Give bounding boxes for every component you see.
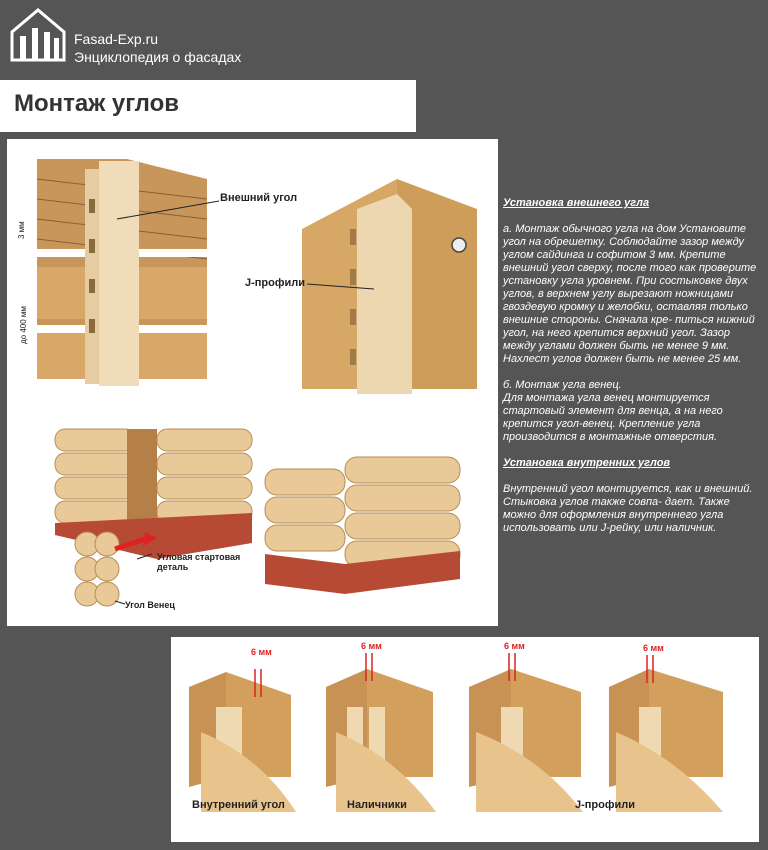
site-tagline: Энциклопедия о фасадах [74,49,242,65]
inner-corner-drawings [171,637,759,842]
outer-corner-drawings [7,139,498,626]
gap-label-1: 6 мм [251,647,272,657]
start-detail-label: Угловая стартовая деталь [157,552,241,572]
gap-3mm-label: 3 мм [17,221,26,239]
caption-j-profiles: J-профили [575,799,636,811]
caption-casings: Наличники [347,799,407,811]
inner-corner-illustration [171,637,759,842]
caption-inner-corner: Внутренний угол [192,799,285,811]
paragraph-a: а. Монтаж обычного угла на дом Установите угол на обрешетку. Соблюдайте зазор между углом сайдинга и софитом 3 мм. Крепите внешний угол сверху, после того как проверите установку угла уровнем. При состыковке двух углов, в верхнем углу вырезают ножницами гвоздевую кромку и желобки, оставляя только внешние стороны. Сначала кре- питься нижний угол, на него крепится верхний угол. Зазор между углами должен быть не менее 9 мм. Нахлест углов должен быть не менее 25 мм. [503,223,757,365]
corner-venets-label: Угол Венец [125,600,175,610]
gap-label-2: 6 мм [361,641,382,651]
gap-label-3: 6 мм [504,641,525,651]
j-profiles-label: J-профили [245,277,306,289]
outer-corner-label: Внешний угол [220,192,298,204]
fasad-logo-icon [8,6,68,66]
spacing-400mm-label: до 400 мм [19,306,28,344]
title-bar [0,80,416,132]
page-title: Монтаж углов [14,90,180,117]
paragraph-inner: Внутренний угол монтируется, как и внешний. Стыковка углов также совпа- дает. Также можно для оформления внутреннего угла использовать или J-рейку, или наличник. [503,483,753,534]
heading-inner-corners: Установка внутренних углов [503,457,671,469]
instruction-text [503,197,761,548]
paragraph-b: Для монтажа угла венец монтируется стартовый элемент для венца, а на него крепится угол-венец. Крепление угла производится в монтажные отверстия. [503,392,723,443]
gap-label-4: 6 мм [643,643,664,653]
paragraph-b-title: б. Монтаж угла венец. [503,379,622,391]
outer-corner-illustration [7,139,498,626]
heading-outer-corner: Установка внешнего угла [503,197,650,209]
site-name[interactable]: Fasad-Exp.ru [74,31,159,47]
